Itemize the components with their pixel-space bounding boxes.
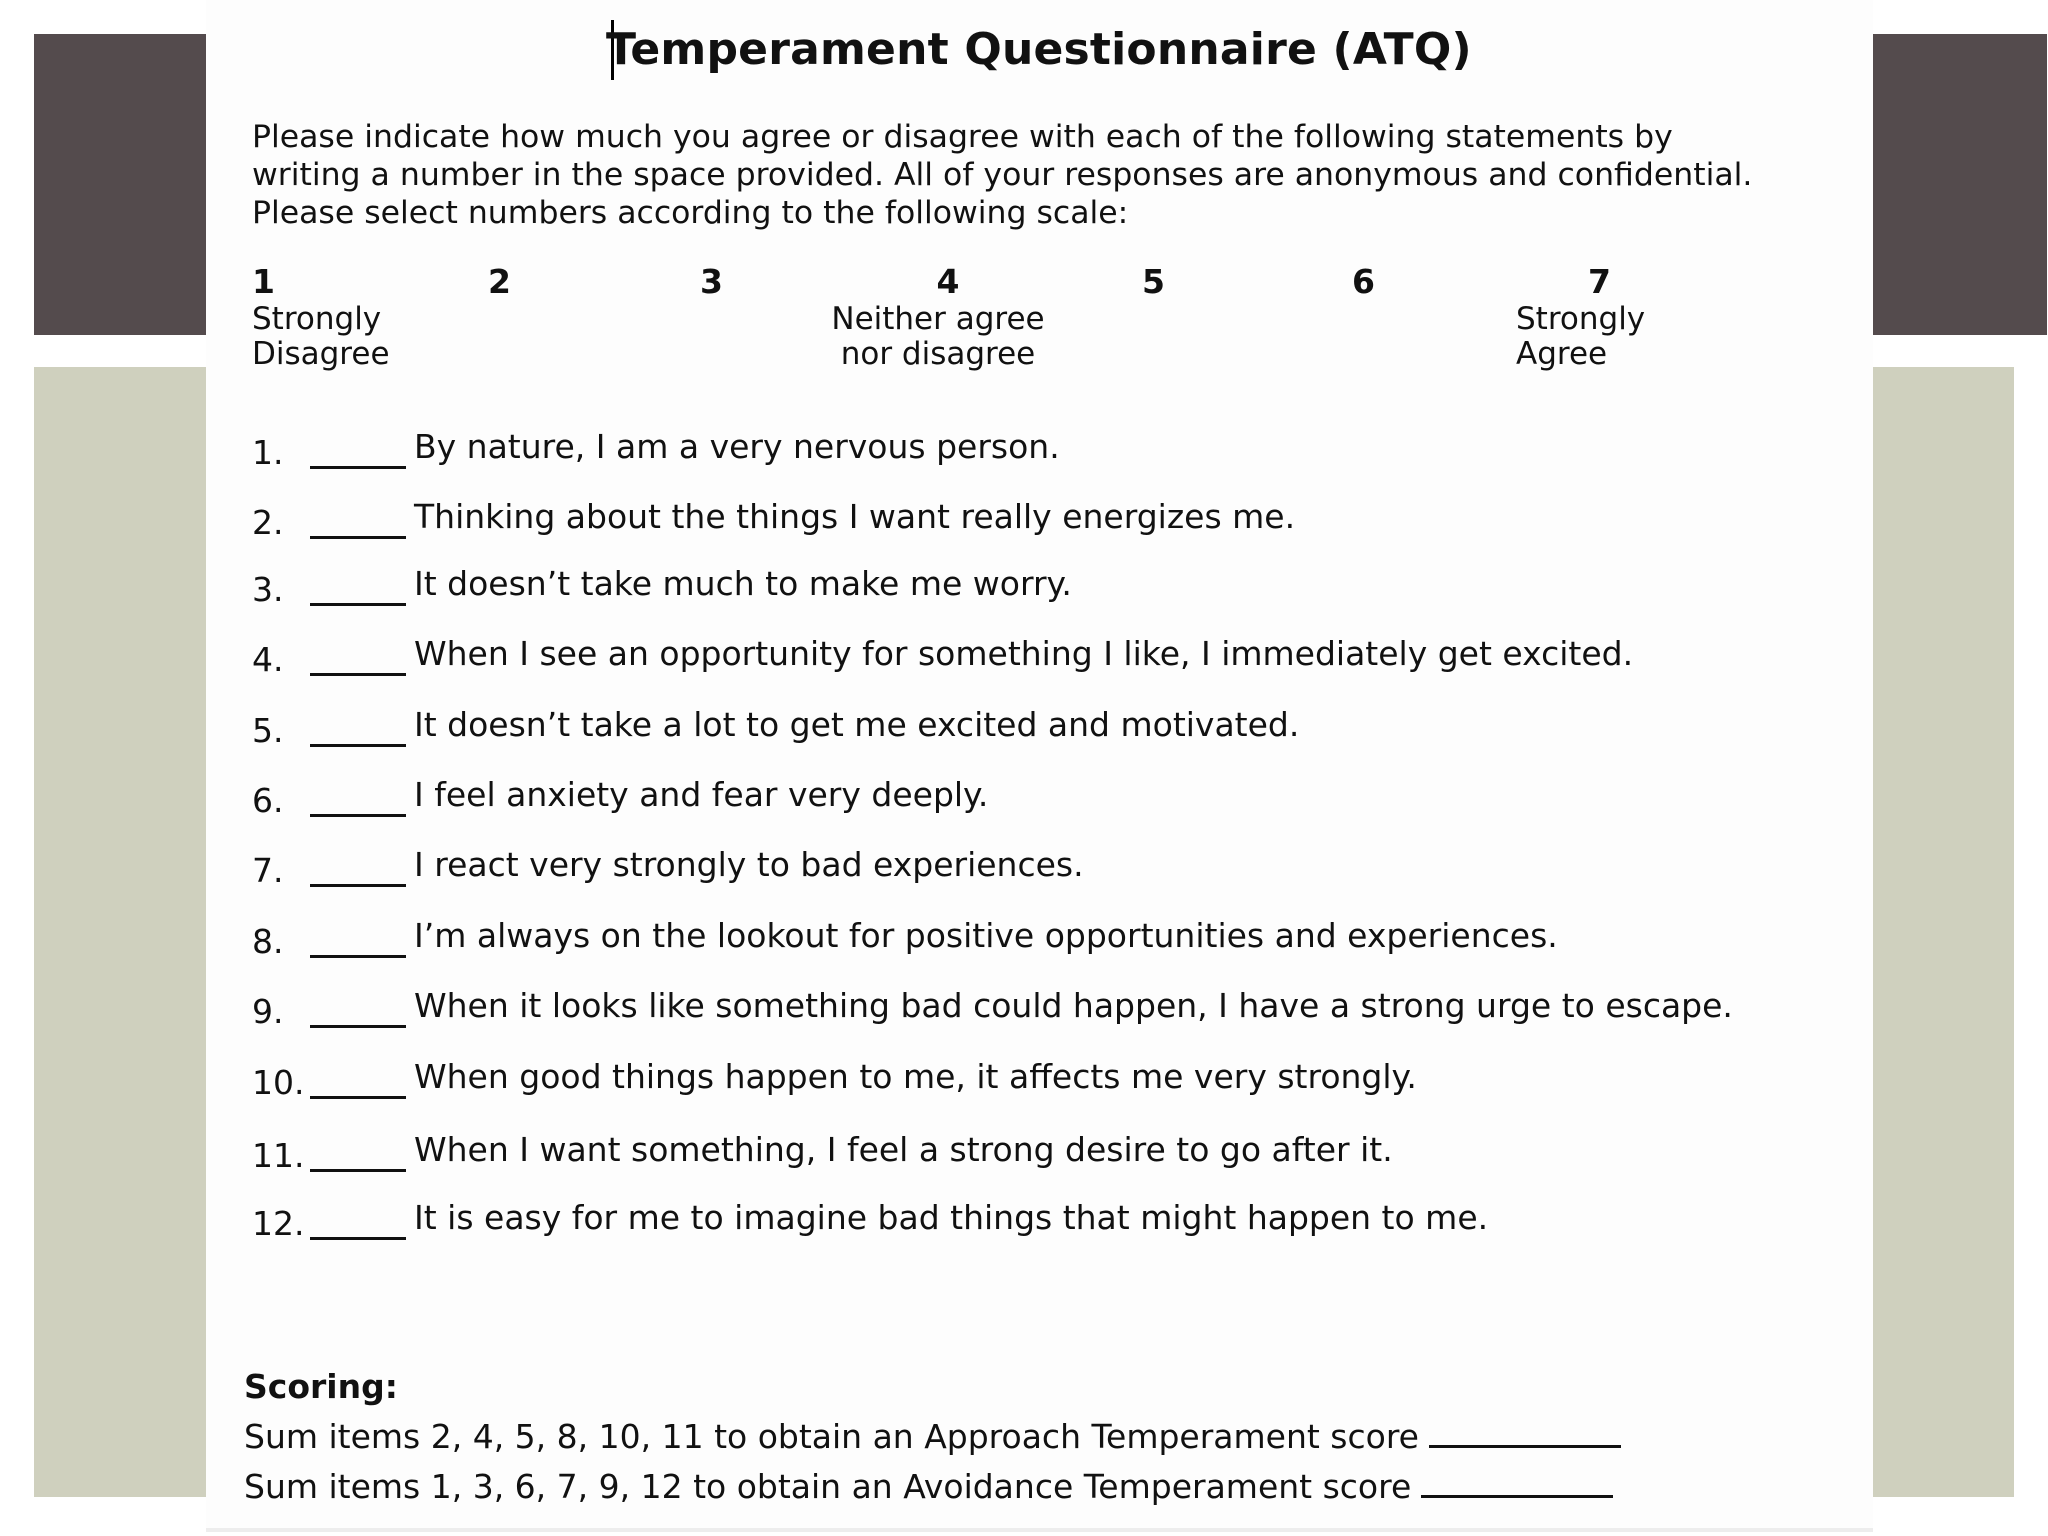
scale-label: Strongly [1516, 301, 1646, 337]
question-text: Thinking about the things I want really energizes me. [414, 497, 1296, 536]
scale-number: 1 [252, 262, 275, 301]
question-text: By nature, I am a very nervous person. [414, 427, 1060, 466]
left-light-panel [34, 367, 206, 1497]
question-text: When I see an opportunity for something I like, I immediately get excited. [414, 634, 1634, 673]
answer-blank[interactable] [310, 955, 406, 958]
question-text: When I want something, I feel a strong desire to go after it. [414, 1130, 1393, 1169]
scale-number: 5 [1142, 262, 1165, 301]
avoidance-score-text: Sum items 1, 3, 6, 7, 9, 12 to obtain an Avoidance Temperament score [244, 1467, 1412, 1506]
answer-blank[interactable] [310, 884, 406, 887]
right-dark-panel [1873, 34, 2047, 335]
scale-number: 4 [936, 262, 960, 301]
question-text: When it looks like something bad could happen, I have a strong urge to escape. [414, 986, 1733, 1025]
scale-label: Agree [1516, 336, 1608, 372]
scale-point-3 [700, 262, 723, 302]
question-number: 7. [252, 851, 284, 890]
avoidance-score-line [244, 1462, 1804, 1512]
scoring-section [244, 1362, 1804, 1512]
question-number: 9. [252, 992, 284, 1031]
question-number: 4. [252, 640, 284, 679]
scoring-title: Scoring: [244, 1367, 398, 1406]
avoidance-score-blank[interactable] [1421, 1495, 1613, 1498]
question-text: I react very strongly to bad experiences. [414, 845, 1084, 884]
instructions [252, 118, 1812, 232]
rating-scale [206, 262, 1873, 382]
question-number: 3. [252, 570, 284, 609]
answer-blank[interactable] [310, 1025, 406, 1028]
scale-point-1 [252, 262, 390, 372]
answer-blank[interactable] [310, 1096, 406, 1099]
instructions-line: Please indicate how much you agree or disagree with each of the following statements by [252, 119, 1673, 155]
approach-score-text: Sum items 2, 4, 5, 8, 10, 11 to obtain an Approach Temperament score [244, 1417, 1419, 1456]
answer-blank[interactable] [310, 536, 406, 539]
scale-number: 3 [700, 262, 723, 301]
scale-label: Disagree [252, 336, 390, 372]
question-text: It is easy for me to imagine bad things that might happen to me. [414, 1198, 1489, 1237]
scale-label: Neither agree [831, 301, 1045, 337]
instructions-line: Please select numbers according to the following scale: [252, 195, 1129, 231]
question-number: 2. [252, 503, 284, 542]
question-number: 1. [252, 433, 284, 472]
scale-number: 2 [488, 262, 511, 301]
answer-blank[interactable] [310, 1169, 406, 1172]
answer-blank[interactable] [310, 603, 406, 606]
answer-blank[interactable] [310, 1237, 406, 1240]
answer-blank[interactable] [310, 744, 406, 747]
scale-point-4 [818, 262, 1058, 372]
question-text: It doesn’t take much to make me worry. [414, 564, 1072, 603]
answer-blank[interactable] [310, 466, 406, 469]
scale-label: Strongly [252, 301, 382, 337]
left-dark-panel [34, 34, 206, 335]
scale-point-2 [488, 262, 511, 302]
questionnaire-page [206, 0, 1873, 1532]
page-title: Temperament Questionnaire (ATQ) [606, 24, 1472, 75]
question-text: When good things happen to me, it affects me very strongly. [414, 1057, 1417, 1096]
approach-score-blank[interactable] [1429, 1445, 1621, 1448]
question-number: 5. [252, 711, 284, 750]
scale-point-7 [1516, 262, 1686, 372]
question-number: 12. [252, 1204, 305, 1243]
question-text: It doesn’t take a lot to get me excited and motivated. [414, 705, 1300, 744]
question-text: I feel anxiety and fear very deeply. [414, 775, 989, 814]
scale-number: 6 [1352, 262, 1375, 301]
approach-score-line [244, 1412, 1804, 1462]
answer-blank[interactable] [310, 673, 406, 676]
question-number: 8. [252, 922, 284, 961]
right-light-panel [1873, 367, 2014, 1497]
question-number: 6. [252, 781, 284, 820]
instructions-line: writing a number in the space provided. All of your responses are anonymous and confidential. [252, 157, 1753, 193]
question-text: I’m always on the lookout for positive opportunities and experiences. [414, 916, 1558, 955]
answer-blank[interactable] [310, 814, 406, 817]
question-number: 10. [252, 1063, 305, 1102]
scale-point-5 [1142, 262, 1165, 302]
scale-point-6 [1352, 262, 1375, 302]
scale-label: nor disagree [840, 336, 1036, 372]
question-number: 11. [252, 1136, 305, 1175]
scale-number: 7 [1588, 262, 1611, 301]
